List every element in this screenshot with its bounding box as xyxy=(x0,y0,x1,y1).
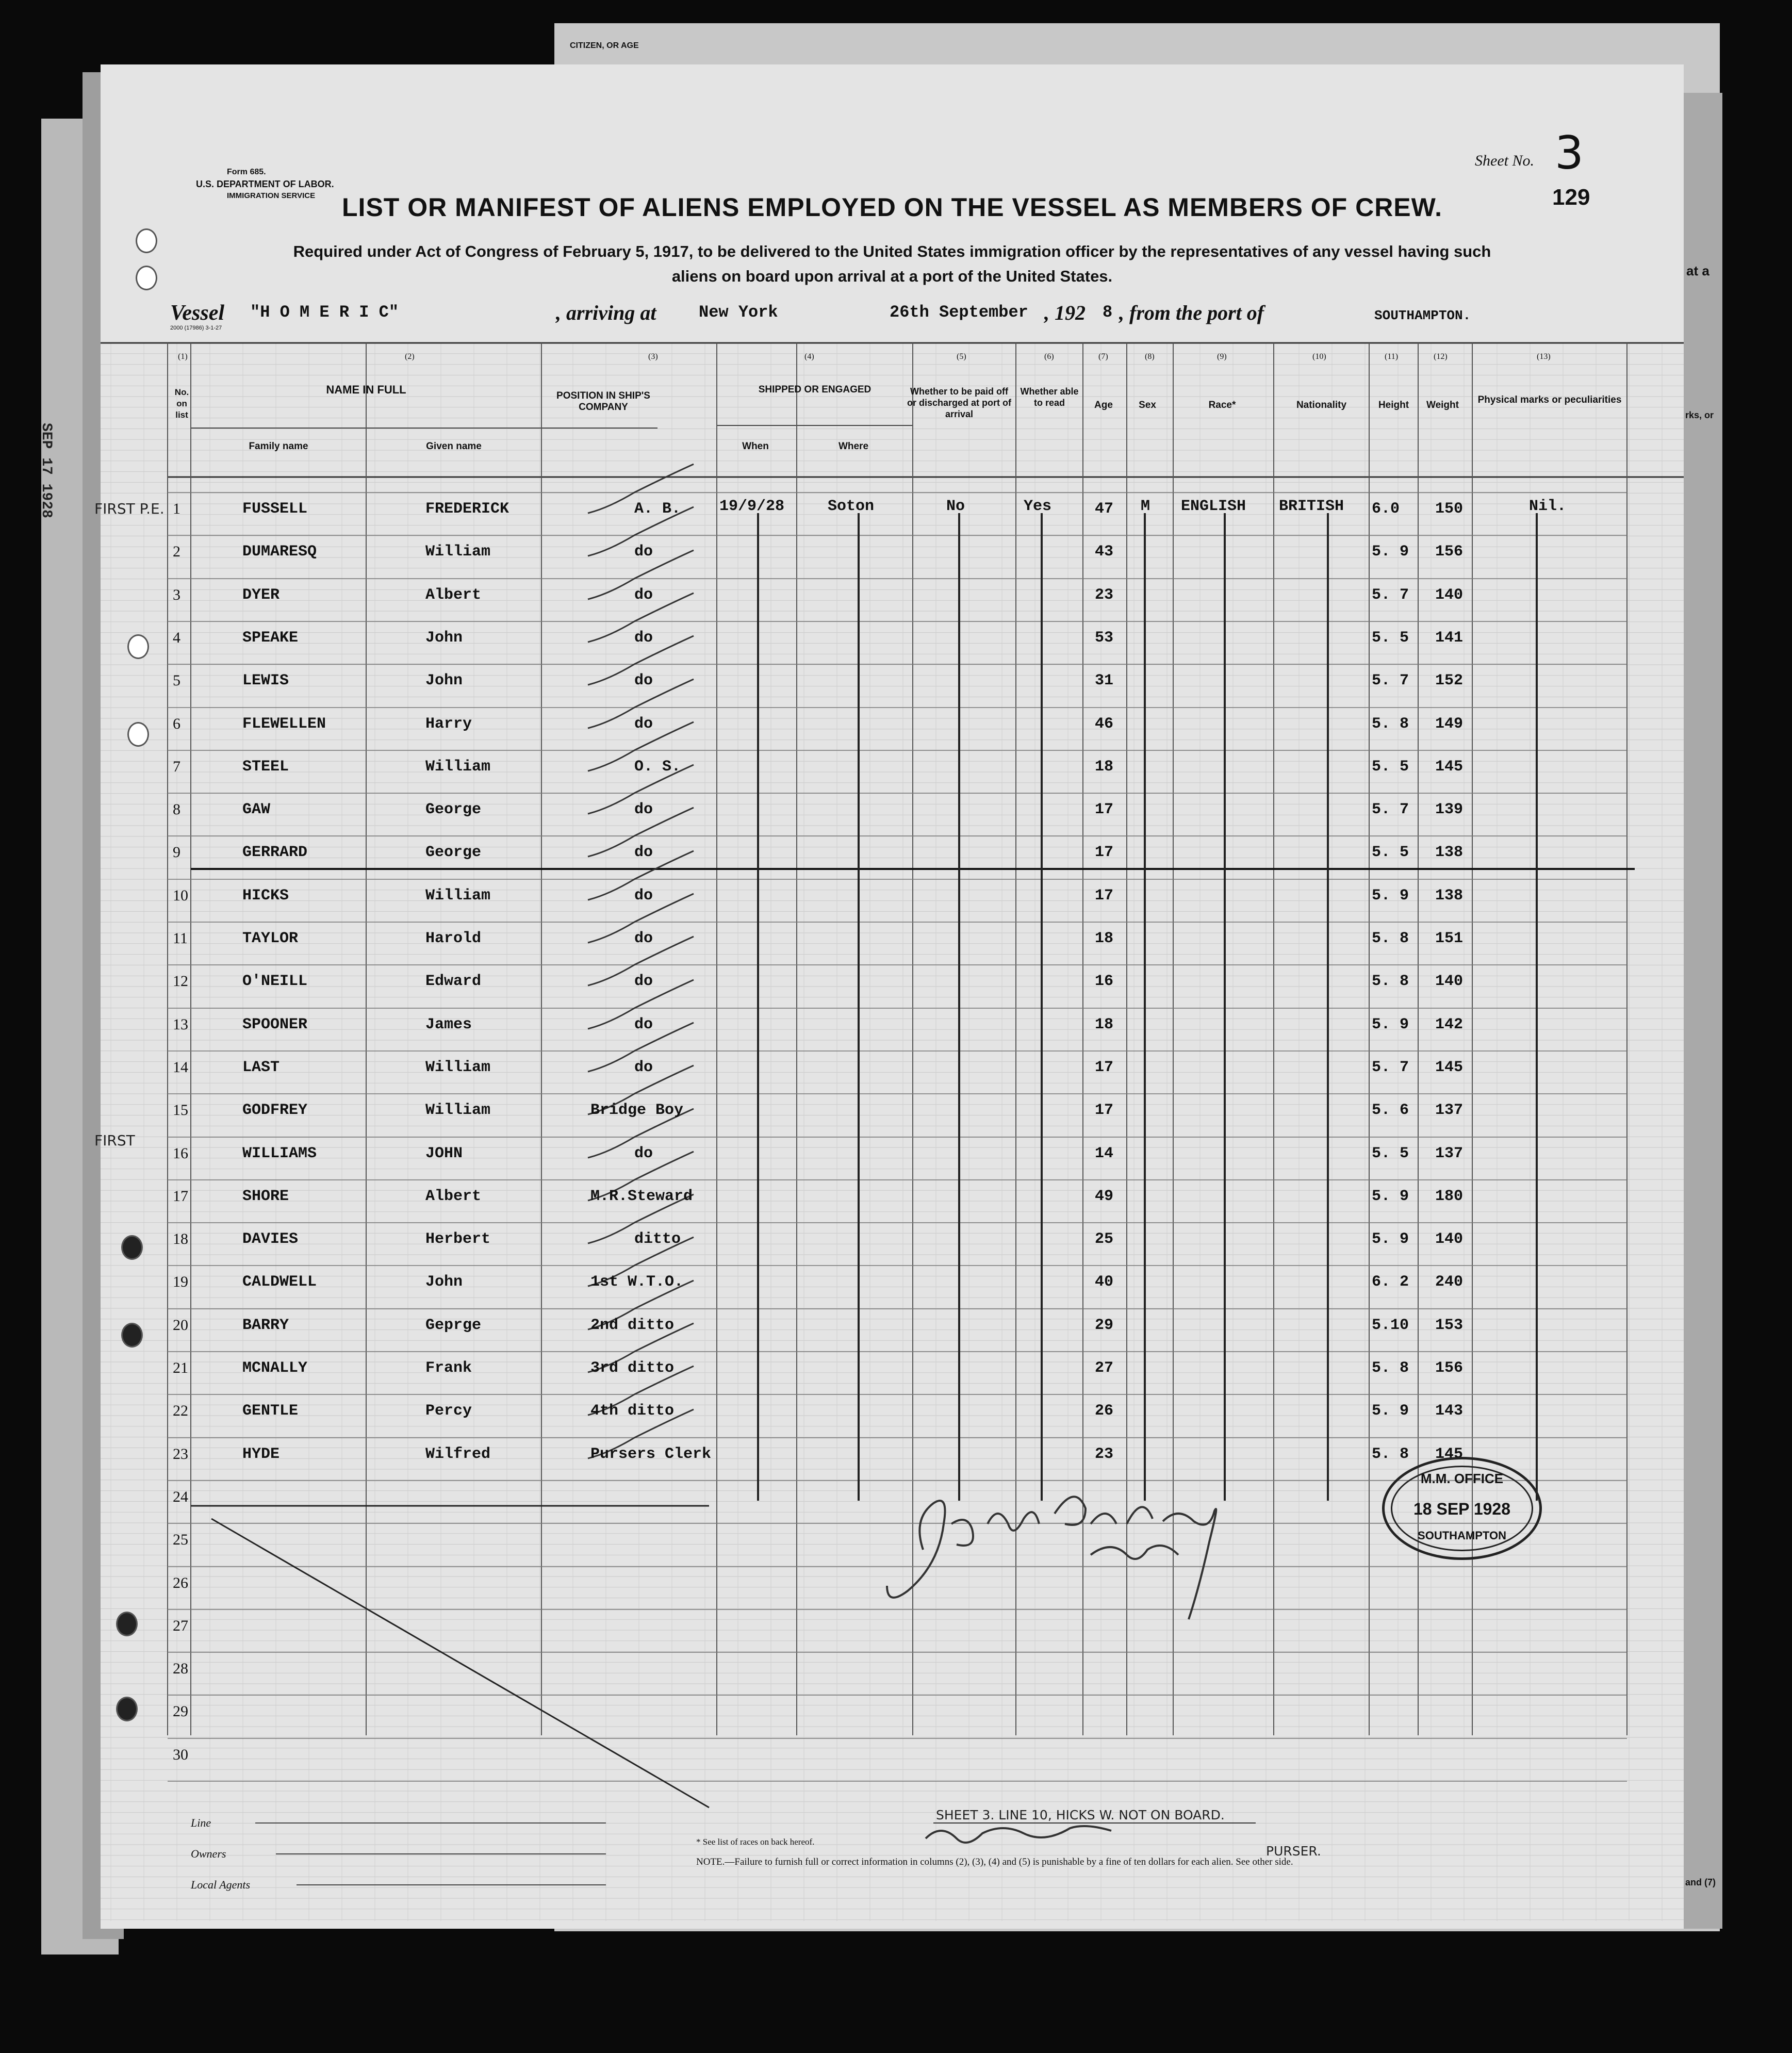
given-name: JOHN xyxy=(425,1145,463,1162)
column-number: (9) xyxy=(1217,352,1227,361)
height: 5. 7 xyxy=(1372,801,1409,818)
year-label: , 192 xyxy=(1044,301,1086,324)
column-number: (2) xyxy=(405,352,415,361)
position: O. S. xyxy=(634,758,681,776)
weight: 138 xyxy=(1435,887,1464,905)
height: 5. 9 xyxy=(1372,887,1409,905)
position: do xyxy=(634,801,653,818)
under-sheet-header: CITIZEN, OR AGE xyxy=(570,41,639,50)
row-number: 18 xyxy=(173,1230,188,1247)
age: 14 xyxy=(1095,1145,1114,1162)
arrival-date: 26th September xyxy=(890,303,1028,322)
header-where: Where xyxy=(838,441,869,452)
header-family-name: Family name xyxy=(249,441,308,452)
age: 25 xyxy=(1095,1230,1114,1248)
shipped-when: 19/9/28 xyxy=(719,498,785,515)
age: 31 xyxy=(1095,672,1114,689)
position: M.R.Steward xyxy=(590,1188,693,1205)
weight: 143 xyxy=(1435,1402,1464,1420)
row-number: 3 xyxy=(173,586,180,603)
column-number: (13) xyxy=(1537,352,1551,361)
row-number: 12 xyxy=(173,973,188,990)
family-name: DUMARESQ xyxy=(242,543,317,561)
height: 6. 2 xyxy=(1372,1273,1409,1291)
purser-signature xyxy=(926,1826,1111,1843)
stamp-top-text: M.M. OFFICE xyxy=(1420,1471,1504,1486)
form-title: LIST OR MANIFEST OF ALIENS EMPLOYED ON THE VESSEL AS MEMBERS OF CREW. xyxy=(342,193,1442,222)
age: 18 xyxy=(1095,930,1114,947)
height: 5. 5 xyxy=(1372,1145,1409,1162)
punch-hole xyxy=(116,1697,138,1721)
height: 5.10 xyxy=(1372,1317,1409,1334)
footer-penalty-note: NOTE.—Failure to furnish full or correct information in columns (2), (3), (4) and (5) is punishable by a fine of ten dollars for each alien. See other side. xyxy=(696,1857,1293,1867)
paid-off-value: No xyxy=(946,498,965,515)
family-name: CALDWELL xyxy=(242,1273,317,1291)
under-sheet-fragment-1: at a xyxy=(1686,263,1709,278)
sex-value: M xyxy=(1141,498,1150,515)
given-name: John xyxy=(425,1273,463,1291)
weight: 142 xyxy=(1435,1016,1464,1033)
age: 18 xyxy=(1095,1016,1114,1033)
height: 5. 7 xyxy=(1372,586,1409,604)
header-when: When xyxy=(742,441,769,452)
column-number: (12) xyxy=(1434,352,1448,361)
age: 40 xyxy=(1095,1273,1114,1291)
header-sex: Sex xyxy=(1139,400,1156,410)
given-name: George xyxy=(425,844,482,861)
under-sheet-fragment-2: rks, or xyxy=(1685,410,1714,420)
row-number: 25 xyxy=(173,1531,188,1548)
weight: 145 xyxy=(1435,1059,1464,1076)
row-number: 21 xyxy=(173,1359,188,1376)
age: 16 xyxy=(1095,973,1114,990)
header-paid-off: Whether to be paid off or discharged at port of arrival xyxy=(907,386,1012,419)
column-number: (1) xyxy=(178,352,188,361)
department: U.S. DEPARTMENT OF LABOR. xyxy=(196,179,334,189)
margin-note-row-1: FIRST P.E. xyxy=(94,500,165,517)
column-number: (3) xyxy=(648,352,658,361)
purser-label: PURSER. xyxy=(1266,1844,1321,1859)
given-name: George xyxy=(425,801,482,818)
age: 17 xyxy=(1095,801,1114,818)
given-name: Wilfred xyxy=(425,1446,491,1463)
footer-owners-label: Owners xyxy=(191,1847,226,1860)
punch-hole xyxy=(116,1612,138,1636)
age: 53 xyxy=(1095,629,1114,647)
given-name: James xyxy=(425,1016,472,1033)
punch-hole xyxy=(121,1323,143,1348)
position: do xyxy=(634,586,653,604)
position: A. B. xyxy=(634,500,681,518)
height: 5. 5 xyxy=(1372,758,1409,776)
family-name: O'NEILL xyxy=(242,973,308,990)
office-stamp xyxy=(1382,1457,1542,1560)
given-name: William xyxy=(425,1059,491,1076)
family-name: SPEAKE xyxy=(242,629,299,647)
given-name: Harold xyxy=(425,930,482,947)
nationality-value: BRITISH xyxy=(1279,498,1344,515)
header-height: Height xyxy=(1378,400,1409,410)
row-number: 11 xyxy=(173,930,188,947)
given-name: Albert xyxy=(425,586,482,604)
given-name: Herbert xyxy=(425,1230,491,1248)
row-number: 26 xyxy=(173,1574,188,1591)
age: 43 xyxy=(1095,543,1114,561)
height: 5. 7 xyxy=(1372,672,1409,689)
row-number: 27 xyxy=(173,1617,188,1634)
family-name: FUSSELL xyxy=(242,500,308,518)
form-number: Form 685. xyxy=(227,168,266,176)
family-name: MCNALLY xyxy=(242,1359,308,1377)
height: 5. 8 xyxy=(1372,930,1409,947)
height: 5. 9 xyxy=(1372,1230,1409,1248)
family-name: BARRY xyxy=(242,1317,289,1334)
column-number: (6) xyxy=(1044,352,1054,361)
header-position: POSITION IN SHIP'S COMPANY xyxy=(556,390,650,413)
row-number: 20 xyxy=(173,1317,188,1334)
age: 17 xyxy=(1095,1059,1114,1076)
given-name: John xyxy=(425,672,463,689)
position: do xyxy=(634,629,653,647)
page-number: 129 xyxy=(1552,185,1590,210)
family-name: HICKS xyxy=(242,887,289,905)
height: 5. 8 xyxy=(1372,1359,1409,1377)
column-number: (10) xyxy=(1312,352,1326,361)
height: 5. 6 xyxy=(1372,1102,1409,1119)
position: Pursers Clerk xyxy=(590,1446,712,1463)
row-number: 22 xyxy=(173,1402,188,1419)
height: 5. 9 xyxy=(1372,1402,1409,1420)
age: 27 xyxy=(1095,1359,1114,1377)
agent-signature xyxy=(1091,1546,1178,1559)
correction-note: SHEET 3. LINE 10, HICKS W. NOT ON BOARD. xyxy=(936,1808,1225,1822)
position: 1st W.T.O. xyxy=(590,1273,684,1291)
physical-marks-value: Nil. xyxy=(1529,498,1567,515)
weight: 156 xyxy=(1435,1359,1464,1377)
family-name: DAVIES xyxy=(242,1230,299,1248)
weight: 140 xyxy=(1435,1230,1464,1248)
row-number: 30 xyxy=(173,1746,188,1763)
row-number: 8 xyxy=(173,801,180,818)
position: do xyxy=(634,930,653,947)
age: 23 xyxy=(1095,1446,1114,1463)
age: 49 xyxy=(1095,1188,1114,1205)
row-number: 7 xyxy=(173,758,180,775)
position: do xyxy=(634,715,653,733)
age: 46 xyxy=(1095,715,1114,733)
given-name: Frank xyxy=(425,1359,472,1377)
column-number: (4) xyxy=(804,352,814,361)
header-no-on-list: No. on list xyxy=(174,387,189,420)
sheet-number: 3 xyxy=(1555,126,1584,179)
ruled-grid xyxy=(101,64,1684,1929)
header-shipped: SHIPPED OR ENGAGED xyxy=(758,384,872,395)
weight: 137 xyxy=(1435,1145,1464,1162)
weight: 140 xyxy=(1435,586,1464,604)
age: 47 xyxy=(1095,500,1114,518)
row-number: 14 xyxy=(173,1059,188,1076)
position: do xyxy=(634,543,653,561)
header-age: Age xyxy=(1094,400,1113,410)
given-name: Geprge xyxy=(425,1317,482,1334)
weight: 149 xyxy=(1435,715,1464,733)
from-port: SOUTHAMPTON. xyxy=(1374,308,1471,323)
manifest-sheet xyxy=(94,64,1684,1929)
weight: 156 xyxy=(1435,543,1464,561)
age: 23 xyxy=(1095,586,1114,604)
family-name: GAW xyxy=(242,801,271,818)
age: 26 xyxy=(1095,1402,1114,1420)
family-name: SPOONER xyxy=(242,1016,308,1033)
row-number: 15 xyxy=(173,1102,188,1119)
position: do xyxy=(634,1145,653,1162)
vessel-name: "H O M E R I C" xyxy=(250,303,399,322)
print-code: 2000 (17986) 3-1-27 xyxy=(170,325,222,331)
height: 5. 9 xyxy=(1372,1016,1409,1033)
age: 18 xyxy=(1095,758,1114,776)
given-name: Harry xyxy=(425,715,472,733)
vessel-label: Vessel xyxy=(170,301,224,325)
weight: 153 xyxy=(1435,1317,1464,1334)
given-name: William xyxy=(425,887,491,905)
position: 3rd ditto xyxy=(590,1359,675,1377)
family-name: STEEL xyxy=(242,758,289,776)
row-number: 23 xyxy=(173,1446,188,1463)
row-number: 4 xyxy=(173,629,180,646)
punch-hole xyxy=(127,722,149,747)
from-label: , from the port of xyxy=(1119,301,1264,324)
row-number: 6 xyxy=(173,715,180,732)
footer-races-note: * See list of races on back hereof. xyxy=(696,1837,815,1847)
height: 5. 9 xyxy=(1372,543,1409,561)
given-name: Percy xyxy=(425,1402,472,1420)
weight: 139 xyxy=(1435,801,1464,818)
header-able-to-read: Whether able to read xyxy=(1020,386,1079,408)
weight: 180 xyxy=(1435,1188,1464,1205)
footer-line-label: Line xyxy=(191,1816,211,1829)
position: do xyxy=(634,844,653,861)
margin-note-row-16: FIRST xyxy=(94,1132,135,1149)
stamp-bottom-text: SOUTHAMPTON xyxy=(1418,1529,1506,1542)
form-subtitle-1: Required under Act of Congress of February 5, 1917, to be delivered to the United States immigration officer by the representatives of any vessel having such xyxy=(293,242,1491,260)
height: 5. 9 xyxy=(1372,1188,1409,1205)
given-name: William xyxy=(425,758,491,776)
row-number: 24 xyxy=(173,1488,188,1505)
family-name: GERRARD xyxy=(242,844,308,861)
column-number: (5) xyxy=(957,352,966,361)
column-number: (7) xyxy=(1098,352,1108,361)
weight: 145 xyxy=(1435,1446,1464,1463)
stamp-date: 18 SEP 1928 xyxy=(1413,1500,1510,1518)
position: do xyxy=(634,1016,653,1033)
weight: 140 xyxy=(1435,973,1464,990)
row-number: 1 xyxy=(173,500,180,517)
weight: 145 xyxy=(1435,758,1464,776)
position: Bridge Boy xyxy=(590,1102,684,1119)
row-number: 28 xyxy=(173,1660,188,1677)
age: 17 xyxy=(1095,1102,1114,1119)
row-number: 10 xyxy=(173,887,188,904)
given-name: William xyxy=(425,1102,491,1119)
family-name: WILLIAMS xyxy=(242,1145,317,1162)
family-name: LEWIS xyxy=(242,672,289,689)
column-number: (8) xyxy=(1145,352,1155,361)
row-number: 5 xyxy=(173,672,180,689)
margin-date-stamp: SEP 17 1928 xyxy=(38,423,54,518)
row-number: 29 xyxy=(173,1703,188,1720)
position: 4th ditto xyxy=(590,1402,675,1420)
under-sheet-fragment-3: and (7) xyxy=(1685,1877,1716,1887)
race-value: ENGLISH xyxy=(1181,498,1246,515)
family-name: TAYLOR xyxy=(242,930,299,947)
given-name: FREDERICK xyxy=(425,500,509,518)
position: do xyxy=(634,672,653,689)
family-name: GENTLE xyxy=(242,1402,299,1420)
position: ditto xyxy=(634,1230,681,1248)
weight: 150 xyxy=(1435,500,1464,518)
given-name: Albert xyxy=(425,1188,482,1205)
height: 5. 5 xyxy=(1372,629,1409,647)
punch-hole xyxy=(127,634,149,659)
position: do xyxy=(634,973,653,990)
row-number: 16 xyxy=(173,1145,188,1162)
row-number: 17 xyxy=(173,1188,188,1205)
header-race: Race* xyxy=(1208,400,1236,410)
weight: 141 xyxy=(1435,629,1464,647)
diagonal-cancel-line xyxy=(211,1519,709,1808)
row-number: 19 xyxy=(173,1273,188,1290)
header-physical-marks: Physical marks or peculiarities xyxy=(1477,395,1622,405)
header-weight: Weight xyxy=(1426,400,1459,410)
form-subtitle-2: aliens on board upon arrival at a port of the United States. xyxy=(671,267,1113,285)
weight: 151 xyxy=(1435,930,1464,947)
weight: 240 xyxy=(1435,1273,1464,1291)
given-name: William xyxy=(425,543,491,561)
position: do xyxy=(634,887,653,905)
family-name: LAST xyxy=(242,1059,280,1076)
row-number: 13 xyxy=(173,1016,188,1033)
height: 5. 8 xyxy=(1372,973,1409,990)
header-name-in-full: NAME IN FULL xyxy=(326,383,406,396)
age: 29 xyxy=(1095,1317,1114,1334)
height: 5. 7 xyxy=(1372,1059,1409,1076)
position: 2nd ditto xyxy=(590,1317,675,1334)
punch-hole xyxy=(121,1235,143,1260)
height: 5. 5 xyxy=(1372,844,1409,861)
family-name: GODFREY xyxy=(242,1102,308,1119)
weight: 138 xyxy=(1435,844,1464,861)
family-name: SHORE xyxy=(242,1188,289,1205)
family-name: HYDE xyxy=(242,1446,280,1463)
header-given-name: Given name xyxy=(426,441,482,452)
able-to-read-value: Yes xyxy=(1024,498,1052,515)
height: 5. 8 xyxy=(1372,715,1409,733)
weight: 152 xyxy=(1435,672,1464,689)
family-name: DYER xyxy=(242,586,280,604)
column-number: (11) xyxy=(1385,352,1399,361)
row-number: 2 xyxy=(173,543,180,560)
given-name: John xyxy=(425,629,463,647)
shipped-where: Soton xyxy=(828,498,875,515)
footer-agents-label: Local Agents xyxy=(191,1878,251,1891)
weight: 137 xyxy=(1435,1102,1464,1119)
age: 17 xyxy=(1095,844,1114,861)
height: 6.0 xyxy=(1372,500,1400,518)
year-digit: 8 xyxy=(1103,303,1113,322)
given-name: Edward xyxy=(425,973,482,990)
arriving-port: New York xyxy=(699,303,778,322)
arriving-label: , arriving at xyxy=(556,301,656,324)
family-name: FLEWELLEN xyxy=(242,715,326,733)
row-number: 9 xyxy=(173,844,180,861)
header-nationality: Nationality xyxy=(1296,400,1347,410)
age: 17 xyxy=(1095,887,1114,905)
sheet-label: Sheet No. xyxy=(1475,152,1534,169)
position: do xyxy=(634,1059,653,1076)
height: 5. 8 xyxy=(1372,1446,1409,1463)
service: IMMIGRATION SERVICE xyxy=(227,191,316,200)
